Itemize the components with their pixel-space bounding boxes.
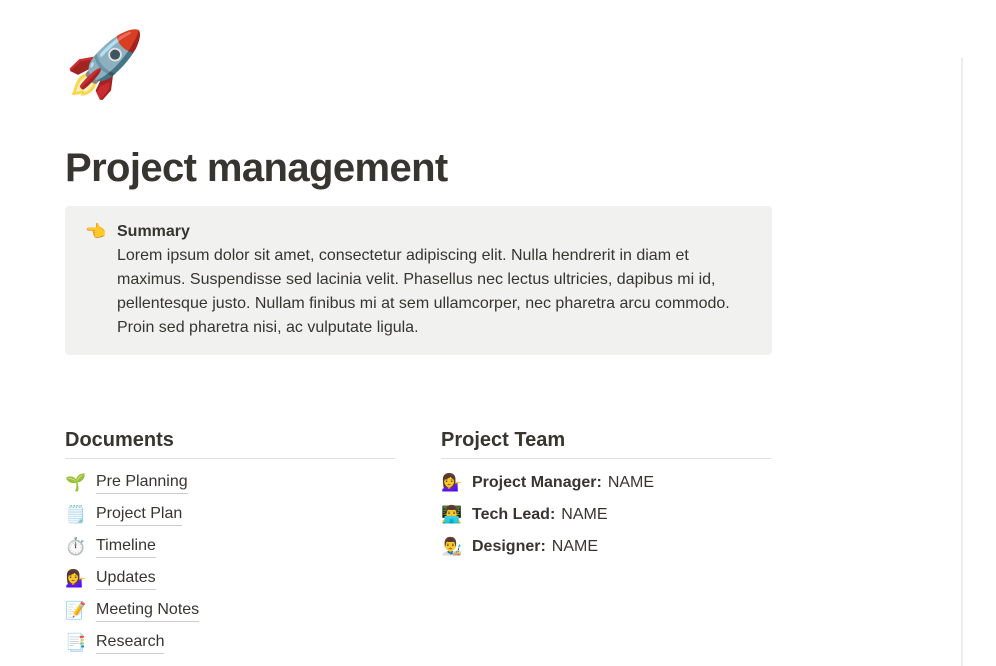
team-member-name: NAME [607,474,655,491]
two-column-section [65,428,772,663]
woman-tipping-hand-icon: 💁‍♀️ [65,569,87,588]
page-link-label[interactable]: Research [96,632,164,654]
scrollbar-track[interactable] [961,58,963,666]
page-link-label[interactable]: Updates [96,568,156,590]
bookmark-tabs-icon: 📑 [65,633,87,652]
page-icon-rocket[interactable]: 🚀 [65,28,145,100]
stopwatch-icon: ⏱️ [65,537,87,556]
page-link-label[interactable]: Project Plan [96,504,182,526]
documents-divider [65,458,395,459]
man-artist-icon: 👨‍🎨 [441,537,463,556]
page-link-label[interactable]: Meeting Notes [96,600,199,622]
document-link-project-plan[interactable] [65,503,395,527]
document-link-meeting-notes[interactable] [65,599,395,623]
project-team-list [441,471,771,559]
memo-icon: 📝 [65,601,87,620]
pointing-left-icon: 👈 [85,222,107,241]
team-role-label: Tech Lead: [472,506,556,523]
team-row-designer[interactable] [441,535,771,559]
page-link-label[interactable]: Timeline [96,536,156,558]
document-link-timeline[interactable] [65,535,395,559]
woman-tipping-hand-icon: 💁‍♀️ [441,473,463,492]
summary-callout [65,206,772,355]
page-content [65,0,772,663]
page-title[interactable]: Project management [65,146,448,190]
callout-text [117,220,748,341]
team-role-label: Project Manager: [472,474,602,491]
project-team-column [441,428,771,663]
team-role-label: Designer: [472,538,546,555]
callout-heading: Summary [117,223,190,240]
document-link-pre-planning[interactable] [65,471,395,495]
team-row-tech-lead[interactable] [441,503,771,527]
page-link-label[interactable]: Pre Planning [96,472,188,494]
documents-list [65,471,395,655]
spiral-notepad-icon: 🗒️ [65,505,87,524]
project-team-divider [441,458,771,459]
team-member-name: NAME [561,506,608,523]
document-link-updates[interactable] [65,567,395,591]
project-team-heading: Project Team [441,429,566,451]
team-row-project-manager[interactable] [441,471,771,495]
man-technologist-icon: 👨‍💻 [441,505,463,524]
document-link-research[interactable] [65,631,395,655]
team-member-name: NAME [551,538,599,555]
seedling-icon: 🌱 [65,473,87,492]
documents-column [65,428,395,663]
callout-body: Lorem ipsum dolor sit amet, consectetur adipiscing elit. Nulla hendrerit in diam et maximus. Suspendisse sed lacinia velit. Phasellus nec lectus ultricies, dapibus mi id, pellentesque justo. Nullam finibus mi at sem ullamcorper, nec pharetra arcu commodo. Proin sed pharetra nisi, ac vulputate ligula. [117,247,730,336]
documents-heading: Documents [65,429,174,451]
